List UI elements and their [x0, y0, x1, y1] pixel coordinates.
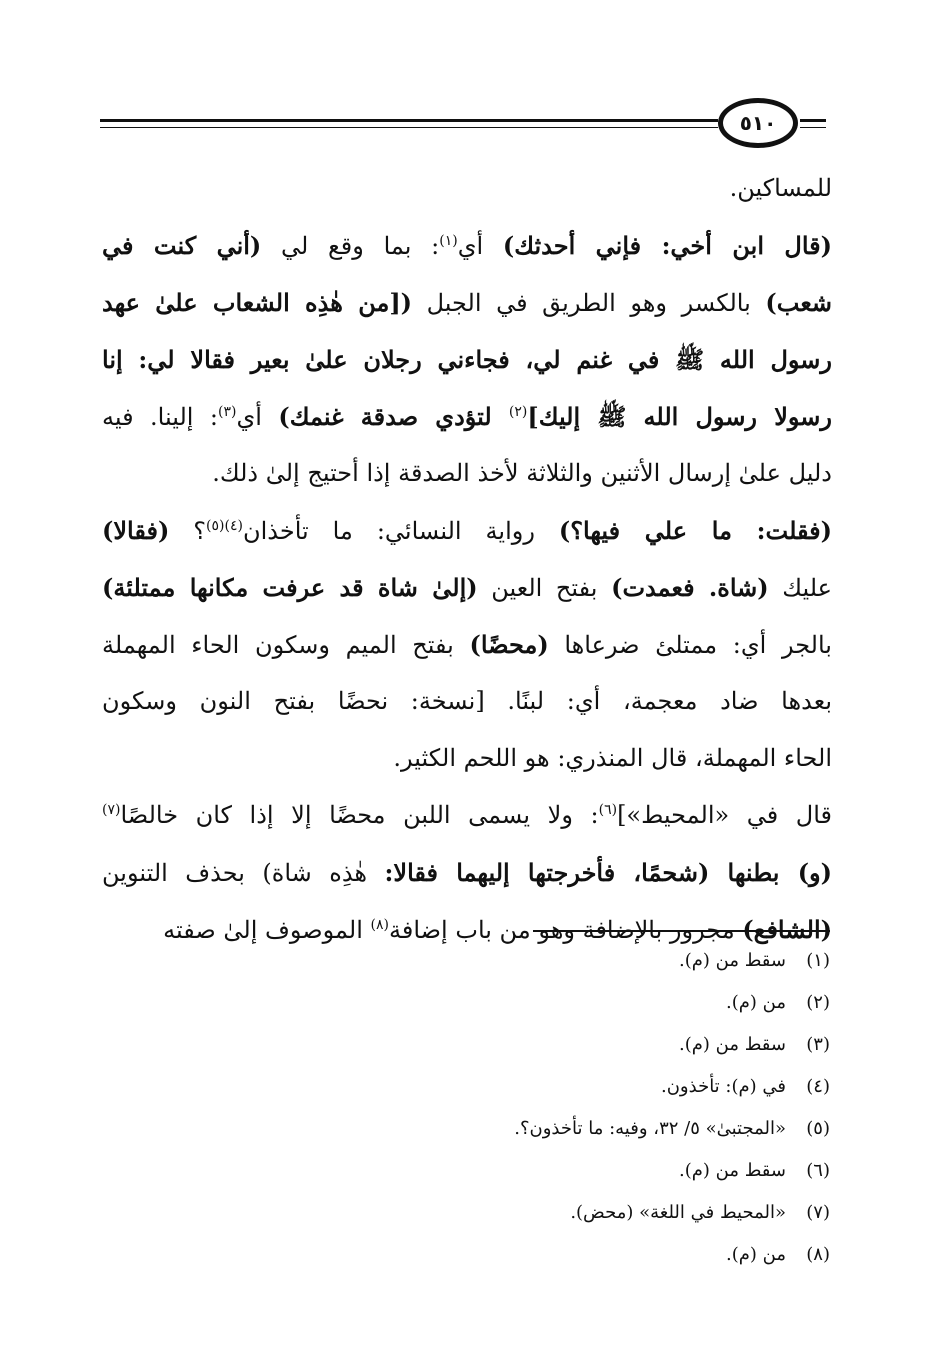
text-line	[102, 559, 832, 616]
footnote-item	[300, 1024, 830, 1066]
commentary-text: الحاء المهملة، قال المنذري: هو اللحم الكثير.	[393, 744, 832, 772]
text-line	[102, 331, 832, 388]
text-line	[102, 445, 832, 502]
commentary-text: أي	[236, 403, 279, 431]
page-number: ٥١٠	[718, 98, 798, 148]
commentary-text: قال في «المحيط»]	[617, 801, 832, 829]
footnote-item	[300, 1192, 830, 1234]
footnote-number: (٧)	[806, 1202, 830, 1223]
commentary-text: : ولا يسمى اللبن محضًا إلا إذا كان خالصًا	[120, 801, 599, 829]
commentary-text: هٰذِه شاة) بحذف التنوين	[102, 859, 385, 887]
footnote-number: (٣)	[806, 1034, 830, 1055]
footnote-ref: (٤)(٥)	[206, 518, 243, 534]
bold-quote-text: (أني كنت في	[102, 231, 262, 260]
text-line	[102, 502, 832, 559]
footnote-text: سقط من (م).	[679, 1160, 786, 1181]
footnote-item	[300, 940, 830, 982]
commentary-text: للمساكين.	[729, 174, 832, 202]
commentary-text: الموصوف إلىٰ صفته	[163, 916, 371, 944]
commentary-text: : بما وقع لي	[261, 232, 440, 260]
commentary-text: مجرور بالإضافة وهو من باب إضافة	[389, 916, 743, 944]
footnote-number: (٢)	[806, 992, 830, 1013]
header-rule-thick	[100, 119, 718, 122]
footnote-number: (٦)	[806, 1160, 830, 1181]
bold-quote-text: لتؤدي صدقة غنمك)	[278, 402, 509, 431]
text-line	[102, 844, 832, 901]
bold-quote-text: رسول الله ﷺ في غنم لي، فجاءني رجلان علىٰ بعير فقالا لي: إنا	[102, 345, 832, 374]
bold-quote-text: رسولا رسول الله ﷺ إليك]	[527, 402, 832, 431]
bold-quote-text: (فقلت: ما علي فيها؟)	[558, 516, 832, 545]
footnote-text: في (م): تأخذون.	[660, 1076, 786, 1097]
footnote-text: سقط من (م).	[679, 950, 786, 971]
footnote-item	[300, 1108, 830, 1150]
bold-quote-text: (قال ابن أخي: فإني أحدثك)	[502, 231, 832, 260]
footnote-text: من (م).	[726, 992, 786, 1013]
commentary-text: بالجر أي: ممتلئ ضرعاها	[548, 631, 832, 659]
footnote-item	[300, 1066, 830, 1108]
commentary-text: بفتح الميم وسكون الحاء المهملة	[102, 631, 470, 659]
footnote-text: «المجتبىٰ» ٥/ ٣٢، وفيه: ما تأخذون؟.	[514, 1118, 786, 1139]
text-line	[102, 160, 832, 217]
commentary-text: بالكسر وهو الطريق في الجبل	[412, 289, 766, 317]
header-rule-thin-right	[800, 127, 826, 128]
text-line	[102, 388, 832, 445]
footnote-ref: (٧)	[102, 802, 121, 818]
footnote-separator	[533, 930, 830, 932]
footnote-number: (١)	[806, 950, 830, 971]
text-line	[102, 787, 832, 844]
footnote-ref: (٨)	[370, 917, 390, 933]
text-line	[102, 274, 832, 331]
text-line	[102, 673, 832, 730]
footnote-number: (٨)	[806, 1244, 830, 1265]
footnote-number: (٥)	[806, 1118, 830, 1139]
commentary-text: أي	[457, 232, 503, 260]
text-line	[102, 616, 832, 673]
text-line	[102, 730, 832, 787]
commentary-text: ؟	[169, 517, 207, 545]
footnote-text: «المحيط في اللغة» (محض).	[570, 1202, 786, 1223]
bold-quote-text: (شاة. فعمدت)	[611, 573, 769, 602]
footnote-ref: (٢)	[508, 404, 528, 420]
commentary-text: : إلينا. فيه	[102, 403, 218, 431]
bold-quote-text: ([من هٰذِه الشعاب علىٰ عهد	[102, 288, 413, 317]
footnote-item	[300, 1150, 830, 1192]
footnote-item	[300, 1234, 830, 1276]
footnote-text: سقط من (م).	[679, 1034, 786, 1055]
bold-quote-text: (و) بطنها (شحمًا، فأخرجتها إليهما فقالا:	[384, 858, 832, 887]
commentary-text: عليك	[768, 574, 832, 602]
commentary-text: دليل علىٰ إرسال الأثنين والثلاثة لأخذ الصدقة إذا أحتيج إلىٰ ذلك.	[212, 459, 832, 487]
bold-quote-text: (الشافع)	[742, 915, 832, 944]
bold-quote-text: (فقالا)	[102, 516, 170, 545]
commentary-text: بفتح العين	[477, 574, 612, 602]
bold-quote-text: (محضًا)	[469, 630, 549, 659]
header-rule-thick-right	[800, 119, 826, 122]
header-rule-thin	[100, 127, 718, 128]
footnote-item	[300, 982, 830, 1024]
bold-quote-text: (إلىٰ شاة قد عرفت مكانها ممتلئة)	[102, 573, 478, 602]
bold-quote-text: شعب)	[765, 288, 832, 317]
footnote-number: (٤)	[806, 1076, 830, 1097]
text-line	[102, 217, 832, 274]
commentary-text: رواية النسائي: ما تأخذان	[242, 517, 559, 545]
main-text	[102, 160, 832, 958]
footnote-ref: (٦)	[598, 802, 618, 818]
footnotes	[300, 940, 830, 1276]
footnote-ref: (١)	[439, 233, 458, 249]
footnote-ref: (٣)	[217, 404, 237, 420]
commentary-text: بعدها ضاد معجمة، أي: لبنًا. [نسخة: نحضًا بفتح النون وسكون	[102, 687, 832, 715]
footnote-text: من (م).	[726, 1244, 786, 1265]
